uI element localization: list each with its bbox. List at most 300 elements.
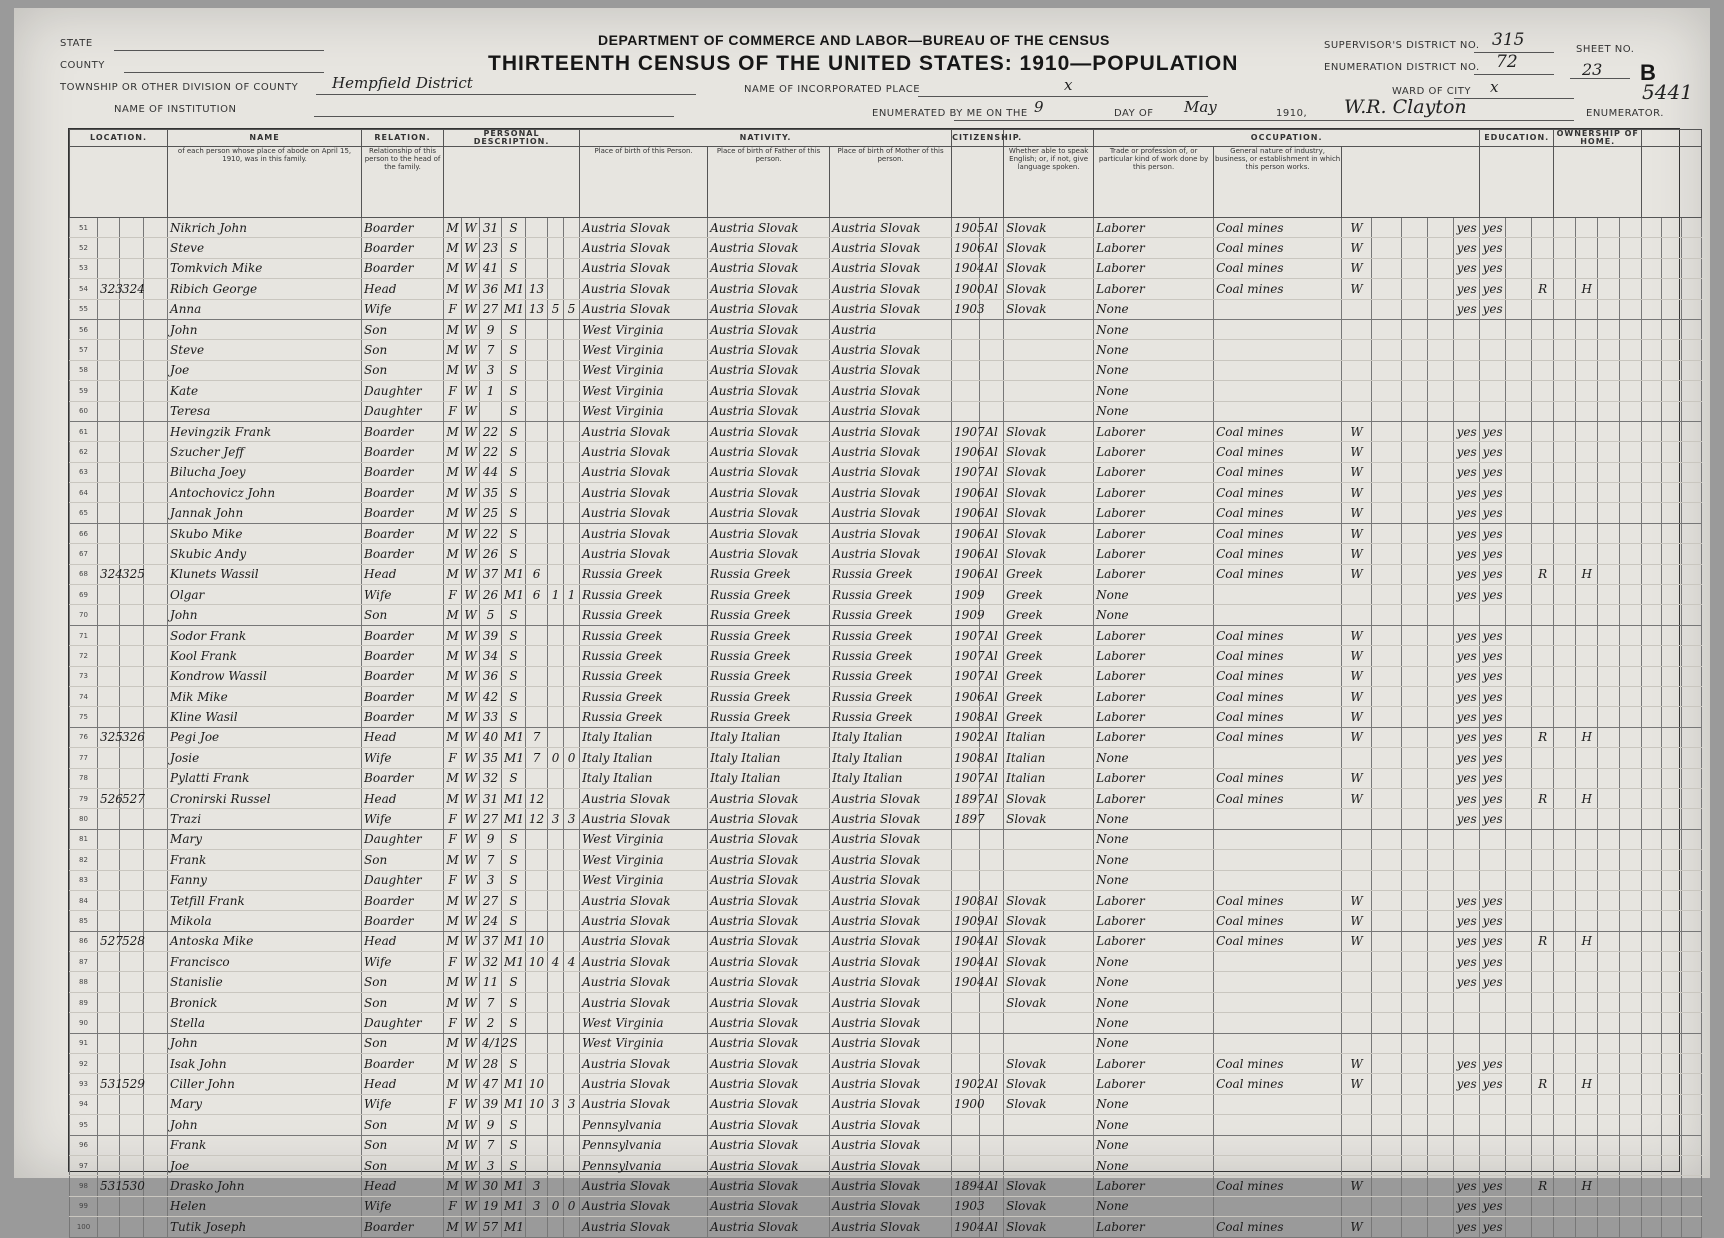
read-cell: yes (1454, 483, 1480, 503)
birthplace-father-cell: Austria Slovak (708, 1196, 830, 1216)
blank-ownership-cell (1554, 727, 1576, 747)
farm-house-cell (1576, 1115, 1598, 1135)
farm-house-cell (1576, 483, 1598, 503)
blank-ownership-cell (1598, 890, 1620, 910)
person-name-cell: Nikrich John (168, 218, 362, 238)
owned-rented-cell (1532, 1094, 1554, 1114)
family-number-cell (120, 666, 144, 686)
family-number-cell (120, 299, 144, 319)
blank-extra-cell (1620, 1033, 1642, 1053)
table-row (70, 544, 1702, 564)
industry-cell: Coal mines (1214, 544, 1342, 564)
sex-cell: M (444, 1135, 462, 1155)
read-cell: yes (1454, 279, 1480, 299)
blank-extra-cell (1662, 523, 1682, 543)
person-name-cell: Stella (168, 1013, 362, 1033)
birthplace-father-cell: Austria Slovak (708, 218, 830, 238)
blank-occupation-cell (1402, 911, 1428, 931)
age-cell: 23 (480, 238, 502, 258)
line-number-cell: 83 (70, 870, 98, 890)
employer-status-cell (1342, 401, 1372, 421)
line-number-cell: 93 (70, 1074, 98, 1094)
read-cell (1454, 360, 1480, 380)
sex-cell: M (444, 1054, 462, 1074)
birth-person-subhead: Place of birth of this Person. (580, 147, 708, 218)
naturalization-cell (980, 992, 1004, 1012)
table-row (70, 748, 1702, 768)
person-name-cell: Pegi Joe (168, 727, 362, 747)
ownership-subhead (1554, 147, 1642, 218)
children-born-cell (548, 850, 564, 870)
blank-education-cell (1506, 646, 1532, 666)
age-cell: 40 (480, 727, 502, 747)
race-cell: W (462, 1196, 480, 1216)
family-number-cell (120, 1155, 144, 1175)
write-cell: yes (1480, 625, 1506, 645)
birthplace-father-cell: Russia Greek (708, 686, 830, 706)
blank-location-cell (144, 1033, 168, 1053)
employer-status-cell (1342, 1033, 1372, 1053)
language-cell (1004, 1115, 1094, 1135)
write-cell: yes (1480, 258, 1506, 278)
blank-ownership-cell (1554, 829, 1576, 849)
language-cell (1004, 850, 1094, 870)
trade-cell: Laborer (1094, 544, 1214, 564)
table-row (70, 218, 1702, 238)
blank-extra-cell (1682, 483, 1702, 503)
birthplace-person-cell: Russia Greek (580, 605, 708, 625)
sex-cell: M (444, 625, 462, 645)
blank-ownership-cell (1598, 748, 1620, 768)
enumerator-label: ENUMERATOR. (1586, 108, 1664, 119)
industry-cell: Coal mines (1214, 279, 1342, 299)
name-group: NAME (168, 130, 362, 147)
blank-location-cell (144, 850, 168, 870)
trade-cell: Laborer (1094, 238, 1214, 258)
blank-occupation-cell (1402, 483, 1428, 503)
blank-extra-cell (1620, 646, 1642, 666)
blank-location-cell (144, 585, 168, 605)
owned-rented-cell (1532, 748, 1554, 768)
blank-education-cell (1506, 850, 1532, 870)
birthplace-person-cell: Russia Greek (580, 646, 708, 666)
birthplace-father-cell: Austria Slovak (708, 1013, 830, 1033)
blank-extra-cell (1682, 218, 1702, 238)
write-cell: yes (1480, 299, 1506, 319)
employer-status-cell: W (1342, 890, 1372, 910)
age-cell: 32 (480, 768, 502, 788)
birthplace-mother-cell: Austria Slovak (830, 931, 952, 951)
children-born-cell (548, 523, 564, 543)
sex-cell: M (444, 523, 462, 543)
blank-occupation-cell (1402, 870, 1428, 890)
race-cell: W (462, 238, 480, 258)
birthplace-mother-cell: Austria Slovak (830, 992, 952, 1012)
blank-occupation-cell (1372, 1217, 1402, 1237)
blank-occupation-cell (1372, 1013, 1402, 1033)
industry-cell: Coal mines (1214, 483, 1342, 503)
blank-occupation-cell (1372, 992, 1402, 1012)
blank-extra-cell (1662, 1196, 1682, 1216)
blank-extra-cell (1642, 1217, 1662, 1237)
blank-ownership-cell (1554, 870, 1576, 890)
write-cell: yes (1480, 483, 1506, 503)
race-cell: W (462, 748, 480, 768)
read-cell: yes (1454, 686, 1480, 706)
children-living-cell (564, 972, 580, 992)
blank-education-cell (1506, 809, 1532, 829)
blank-ownership-cell (1554, 1013, 1576, 1033)
industry-cell (1214, 809, 1342, 829)
dwelling-number-cell (98, 340, 120, 360)
industry-cell: Coal mines (1214, 442, 1342, 462)
children-living-cell (564, 1135, 580, 1155)
blank-education-cell (1506, 625, 1532, 645)
blank-ownership-cell (1554, 1033, 1576, 1053)
years-married-cell: 12 (526, 788, 548, 808)
blank-occupation-cell (1428, 890, 1454, 910)
blank-occupation-cell (1402, 666, 1428, 686)
trade-cell: None (1094, 319, 1214, 339)
naturalization-cell: Al (980, 768, 1004, 788)
industry-cell: Coal mines (1214, 564, 1342, 584)
race-cell: W (462, 1217, 480, 1237)
sex-cell: F (444, 870, 462, 890)
birthplace-person-cell: Russia Greek (580, 564, 708, 584)
read-cell: yes (1454, 727, 1480, 747)
person-name-cell: Francisco (168, 952, 362, 972)
write-cell: yes (1480, 972, 1506, 992)
children-born-cell (548, 646, 564, 666)
line-number-cell: 59 (70, 381, 98, 401)
age-cell: 25 (480, 503, 502, 523)
blank-extra-cell (1682, 1054, 1702, 1074)
dwelling-number-cell (98, 523, 120, 543)
line-number-cell: 97 (70, 1155, 98, 1175)
birthplace-father-cell: Austria Slovak (708, 890, 830, 910)
family-number-cell (120, 768, 144, 788)
sex-cell: F (444, 381, 462, 401)
blank-occupation-cell (1402, 258, 1428, 278)
blank-occupation-cell (1372, 707, 1402, 727)
blank-location-cell (144, 1094, 168, 1114)
write-cell: yes (1480, 1176, 1506, 1196)
family-number-cell (120, 1115, 144, 1135)
age-cell: 41 (480, 258, 502, 278)
blank-extra-cell (1662, 646, 1682, 666)
birthplace-person-cell: Austria Slovak (580, 1217, 708, 1237)
race-cell: W (462, 523, 480, 543)
naturalization-cell (980, 1155, 1004, 1175)
write-cell (1480, 360, 1506, 380)
blank-extra-cell (1620, 972, 1642, 992)
marital-status-cell: S (502, 1115, 526, 1135)
family-number-cell (120, 544, 144, 564)
owned-rented-cell: R (1532, 564, 1554, 584)
marital-status-cell: S (502, 1033, 526, 1053)
blank-extra-cell (1662, 727, 1682, 747)
line-number-cell: 57 (70, 340, 98, 360)
blank-extra-cell (1642, 340, 1662, 360)
years-married-cell (526, 483, 548, 503)
blank-occupation-cell (1402, 381, 1428, 401)
birthplace-person-cell: Austria Slovak (580, 992, 708, 1012)
industry-cell: Coal mines (1214, 646, 1342, 666)
blank-extra-cell (1642, 788, 1662, 808)
birthplace-person-cell: Russia Greek (580, 625, 708, 645)
blank-ownership-cell (1554, 911, 1576, 931)
table-row (70, 1115, 1702, 1135)
owned-rented-cell (1532, 768, 1554, 788)
birthplace-mother-cell: Austria Slovak (830, 218, 952, 238)
blank-occupation-cell (1428, 1074, 1454, 1094)
birth-father-subhead: Place of birth of Father of this person. (708, 147, 830, 218)
language-cell (1004, 401, 1094, 421)
industry-cell: Coal mines (1214, 238, 1342, 258)
immigration-year-cell: 1909 (952, 911, 980, 931)
birthplace-father-cell: Austria Slovak (708, 992, 830, 1012)
trade-cell: Laborer (1094, 707, 1214, 727)
table-row (70, 911, 1702, 931)
write-cell: yes (1480, 1196, 1506, 1216)
family-number-cell: 325 (120, 564, 144, 584)
age-cell: 24 (480, 911, 502, 931)
blank-extra-cell (1682, 809, 1702, 829)
blank-occupation-cell (1428, 952, 1454, 972)
children-living-cell (564, 1013, 580, 1033)
owned-rented-cell (1532, 462, 1554, 482)
blank-extra-cell (1642, 1115, 1662, 1135)
industry-cell: Coal mines (1214, 1176, 1342, 1196)
blank-occupation-cell (1428, 462, 1454, 482)
industry-cell: Coal mines (1214, 218, 1342, 238)
children-born-cell (548, 421, 564, 441)
blank-education-cell (1506, 1176, 1532, 1196)
blank-extra-cell (1620, 870, 1642, 890)
birthplace-person-cell: Russia Greek (580, 585, 708, 605)
farm-house-cell (1576, 258, 1598, 278)
language-cell: Slovak (1004, 483, 1094, 503)
relation-cell: Boarder (362, 625, 444, 645)
blank-extra-cell (1682, 768, 1702, 788)
blank-location-cell (144, 340, 168, 360)
blank-ownership-cell (1554, 462, 1576, 482)
immigration-year-cell: 1907 (952, 421, 980, 441)
children-living-cell: 0 (564, 1196, 580, 1216)
sex-cell: F (444, 829, 462, 849)
children-living-cell: 5 (564, 299, 580, 319)
blank-extra-cell (1682, 870, 1702, 890)
immigration-year-cell (952, 360, 980, 380)
birthplace-father-cell: Austria Slovak (708, 1115, 830, 1135)
employer-status-cell: W (1342, 911, 1372, 931)
table-row (70, 1074, 1702, 1094)
citizenship-subhead (952, 147, 1004, 218)
dwelling-number-cell (98, 666, 120, 686)
birthplace-mother-cell: Russia Greek (830, 625, 952, 645)
read-cell: yes (1454, 1074, 1480, 1094)
blank-occupation-cell (1402, 544, 1428, 564)
trade-cell: Laborer (1094, 279, 1214, 299)
farm-house-cell: H (1576, 931, 1598, 951)
children-born-cell: 3 (548, 1094, 564, 1114)
blank-ownership-cell (1598, 870, 1620, 890)
birthplace-father-cell: Austria Slovak (708, 850, 830, 870)
farm-house-cell: H (1576, 727, 1598, 747)
immigration-year-cell (952, 870, 980, 890)
children-living-cell (564, 1217, 580, 1237)
blank-occupation-cell (1428, 218, 1454, 238)
employer-status-cell (1342, 1155, 1372, 1175)
birthplace-mother-cell: Austria Slovak (830, 1176, 952, 1196)
owned-rented-cell (1532, 1155, 1554, 1175)
employer-status-cell (1342, 299, 1372, 319)
employer-status-cell: W (1342, 279, 1372, 299)
family-number-cell: 530 (120, 1176, 144, 1196)
relation-cell: Daughter (362, 381, 444, 401)
children-born-cell (548, 707, 564, 727)
write-cell (1480, 992, 1506, 1012)
birthplace-mother-cell: Austria Slovak (830, 401, 952, 421)
language-cell: Slovak (1004, 218, 1094, 238)
race-cell: W (462, 360, 480, 380)
sex-cell: M (444, 1217, 462, 1237)
blank-extra-cell (1682, 992, 1702, 1012)
children-born-cell (548, 340, 564, 360)
blank-extra-cell (1682, 788, 1702, 808)
sex-cell: M (444, 850, 462, 870)
language-cell: Italian (1004, 727, 1094, 747)
blank-location-cell (144, 707, 168, 727)
birthplace-person-cell: West Virginia (580, 870, 708, 890)
blank-extra-cell (1620, 544, 1642, 564)
children-living-cell: 4 (564, 952, 580, 972)
family-number-cell (120, 748, 144, 768)
owned-rented-cell (1532, 992, 1554, 1012)
children-born-cell (548, 972, 564, 992)
employer-status-cell: W (1342, 442, 1372, 462)
write-cell: yes (1480, 544, 1506, 564)
relation-cell: Boarder (362, 503, 444, 523)
blank-ownership-cell (1554, 1115, 1576, 1135)
language-cell (1004, 1155, 1094, 1175)
immigration-year-cell (952, 319, 980, 339)
write-cell (1480, 1115, 1506, 1135)
blank-education-cell (1506, 911, 1532, 931)
blank-location-cell (144, 1217, 168, 1237)
trade-cell: Laborer (1094, 1074, 1214, 1094)
blank-extra-cell (1620, 258, 1642, 278)
table-row (70, 646, 1702, 666)
blank-location-cell (144, 462, 168, 482)
sex-cell: M (444, 258, 462, 278)
race-cell: W (462, 1115, 480, 1135)
blank-occupation-cell (1428, 829, 1454, 849)
farm-house-cell (1576, 503, 1598, 523)
children-born-cell (548, 992, 564, 1012)
blank-occupation-cell (1428, 707, 1454, 727)
immigration-year-cell: 1900 (952, 1094, 980, 1114)
blank-occupation-cell (1428, 340, 1454, 360)
blank-extra-cell (1662, 381, 1682, 401)
blank-occupation-cell (1402, 646, 1428, 666)
birthplace-mother-cell: Austria Slovak (830, 442, 952, 462)
blank-education-cell (1506, 1155, 1532, 1175)
person-name-cell: Joe (168, 1155, 362, 1175)
birthplace-father-cell: Russia Greek (708, 666, 830, 686)
occupation-group: OCCUPATION. (1094, 130, 1480, 147)
owned-rented-cell (1532, 850, 1554, 870)
blank-occupation-cell (1428, 381, 1454, 401)
family-number-cell: 324 (120, 279, 144, 299)
read-cell: yes (1454, 238, 1480, 258)
language-cell: Slovak (1004, 442, 1094, 462)
trade-cell: None (1094, 1094, 1214, 1114)
line-number-cell: 67 (70, 544, 98, 564)
blank-occupation-cell (1402, 952, 1428, 972)
relation-cell: Son (362, 1155, 444, 1175)
read-cell (1454, 1115, 1480, 1135)
farm-house-cell (1576, 523, 1598, 543)
sex-cell: M (444, 686, 462, 706)
relation-cell: Boarder (362, 462, 444, 482)
birthplace-mother-cell: Austria Slovak (830, 483, 952, 503)
blank-extra-cell (1662, 850, 1682, 870)
blank-ownership-cell (1598, 564, 1620, 584)
blank-ownership-cell (1598, 1176, 1620, 1196)
naturalization-cell: Al (980, 1074, 1004, 1094)
race-cell: W (462, 625, 480, 645)
write-cell (1480, 1135, 1506, 1155)
person-name-cell: Joe (168, 360, 362, 380)
table-row (70, 503, 1702, 523)
person-name-cell: Bronick (168, 992, 362, 1012)
naturalization-cell: Al (980, 646, 1004, 666)
race-cell: W (462, 1074, 480, 1094)
children-born-cell (548, 686, 564, 706)
children-living-cell (564, 890, 580, 910)
language-cell: Slovak (1004, 1094, 1094, 1114)
industry-cell (1214, 401, 1342, 421)
race-cell: W (462, 992, 480, 1012)
table-row (70, 1196, 1702, 1216)
family-number-cell (120, 360, 144, 380)
blank-location-cell (144, 809, 168, 829)
township-label: TOWNSHIP OR OTHER DIVISION OF COUNTY (60, 82, 299, 93)
blank-extra-cell (1662, 564, 1682, 584)
read-cell (1454, 605, 1480, 625)
department-heading: DEPARTMENT OF COMMERCE AND LABOR—BUREAU OF THE CENSUS (598, 32, 1110, 48)
birthplace-mother-cell: Austria Slovak (830, 258, 952, 278)
birthplace-person-cell: Pennsylvania (580, 1155, 708, 1175)
birthplace-mother-cell: Russia Greek (830, 707, 952, 727)
industry-cell: Coal mines (1214, 768, 1342, 788)
age-cell: 1 (480, 381, 502, 401)
children-living-cell (564, 768, 580, 788)
birthplace-mother-cell: Austria Slovak (830, 1054, 952, 1074)
blank-extra-cell (1642, 605, 1662, 625)
blank-occupation-cell (1402, 890, 1428, 910)
blank-extra-cell (1662, 666, 1682, 686)
children-living-cell (564, 258, 580, 278)
immigration-year-cell: 1904 (952, 972, 980, 992)
write-cell (1480, 319, 1506, 339)
blank-extra-cell (1642, 646, 1662, 666)
sex-cell: M (444, 788, 462, 808)
trade-cell: Laborer (1094, 890, 1214, 910)
blank-ownership-cell (1598, 666, 1620, 686)
years-married-cell (526, 1115, 548, 1135)
